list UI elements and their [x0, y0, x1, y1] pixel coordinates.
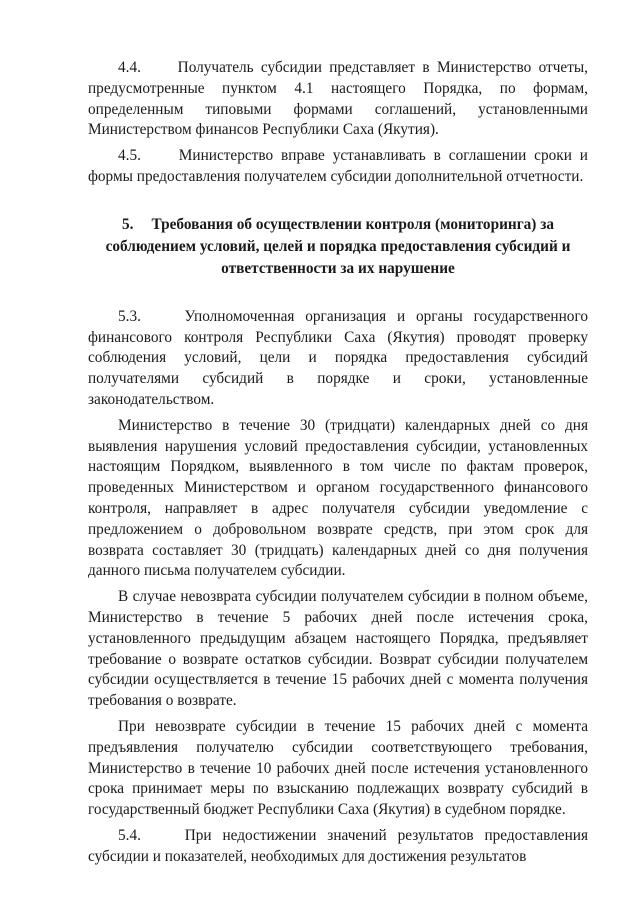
paragraph-number: 5.4. [118, 826, 141, 844]
paragraph-text: Уполномоченная организация и органы государственного финансового контроля Республики Саха (Якутия) проводят проверку соблюдения условий, цели и порядка предоставления субсидий получателями субсидий в порядке и сроки, установленные законодательством. [88, 307, 588, 408]
paragraph-5-3 [88, 307, 588, 411]
paragraph-text: Получатель субсидии представляет в Министерство отчеты, предусмотренные пунктом 4.1 настоящего Порядка, по формам, определенным типовыми формами соглашений, установленными Министерством финансов Республики Саха (Якутия). [88, 59, 588, 139]
paragraph-text: При недостижении значений результатов предоставления субсидии и показателей, необходимых для достижения результатов [88, 826, 588, 865]
paragraph-text: При невозврате субсидии в течение 15 рабочих дней с момента предъявления получателю субсидии соответствующего требования, Министерство в течение 10 рабочих дней после истечения установленного срока принимает меры по взысканию подлежащих возврату субсидий в государственный бюджет Республики Саха (Якутия) в судебном порядке. [88, 717, 588, 819]
paragraph-number: 4.5. [118, 147, 141, 165]
paragraph-number: 5.3. [118, 307, 141, 325]
paragraph-notification [88, 416, 588, 582]
paragraph-number: 4.4. [118, 59, 141, 76]
section-title: Требования об осуществлении контроля (мониторинга) за соблюдением условий, целей и порядка предоставления субсидий и ответственности за их нарушение [105, 215, 571, 277]
section-heading [88, 214, 588, 280]
paragraph-4-4 [88, 58, 588, 141]
section-number: 5. [121, 215, 134, 233]
paragraph-non-return [88, 587, 588, 712]
paragraph-text: Министерство вправе устанавливать в соглашении сроки и формы предоставления получателем субсидии дополнительной отчетности. [88, 147, 588, 185]
paragraph-court-recovery [88, 717, 588, 821]
paragraph-5-4 [88, 826, 588, 868]
paragraph-4-5 [88, 146, 588, 188]
paragraph-text: Министерство в течение 30 (тридцати) календарных дней со дня выявления нарушения условий предоставления субсидии, установленных настоящим Порядком, выявленного в том числе по фактам проверок, проведенных Министерством и органом государственного финансового контроля, направляет в адрес получателя субсидии уведомление с предложением о добровольном возврате средств, при этом срок для возврата составляет 30 (тридцать) календарных дней со дня получения данного письма получателем субсидии. [88, 416, 588, 580]
paragraph-text: В случае невозврата субсидии получателем субсидии в полном объеме, Министерство в течение 5 рабочих дней после истечения срока, установленного предыдущим абзацем настоящего Порядка, предъявляет требование о возврате остатков субсидии. Возврат субсидии получателем субсидии осуществляется в течение 15 рабочих дней с момента получения требования о возврате. [88, 588, 588, 710]
